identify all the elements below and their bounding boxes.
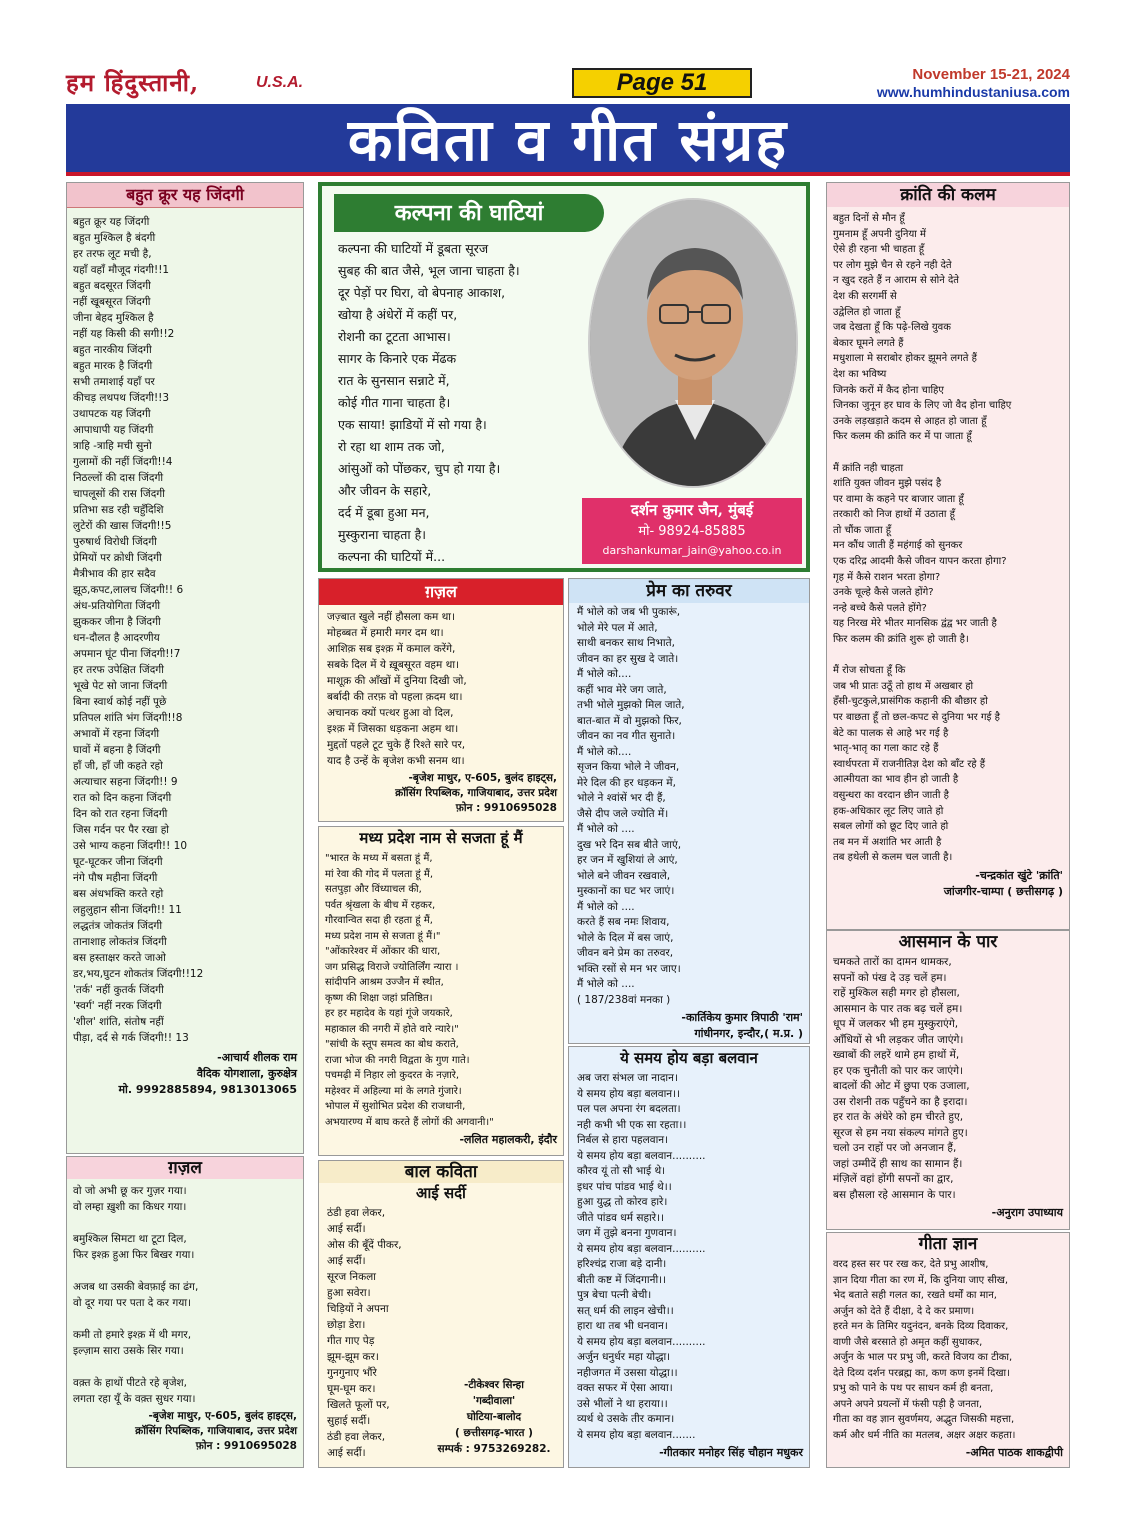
poem-author: -गीतकार मनोहर सिंह चौहान मधुकर: [659, 1446, 803, 1459]
poem-author: -टीकेश्वर सिन्हा 'गब्दीवाला' घोटिया-बालोद ( छत्तीसगढ़-भारत ) सम्पर्क : 9753269282.: [437, 1379, 551, 1455]
poem-author: -अनुराग उपाध्याय: [991, 1206, 1063, 1219]
poem-panel-gita: [826, 1232, 1070, 1468]
poem-title: ये समय होय बड़ा बलवान: [620, 1049, 758, 1067]
poem-body: ठंडी हवा लेकर, आई सर्दी। ओस की बूँदें पीकर, आई सर्दी। सूरज निकला हुआ सवेरा। चिड़ियों ने अपना छोड़ा डेरा। गीत गाए पेड़ झूम-झूम कर। गुनगुनाए भौंरे घूम-घूम कर। खिलते फूलों पर, सुहाई सर्दी। ठंडी हवा लेकर, आई सर्दी।: [327, 1207, 402, 1459]
author-phone: मो- 98924-85885: [638, 524, 746, 539]
poem-body: "भारत के मध्य में बसता हूं मैं, मां रेवा की गोद में पलता हूं मैं, सतपुड़ा और विंध्याचल की, पर्वत श्रृंखला के बीच में रहकर, गौरवान्वित सदा ही रहता हूं मैं, मध्य प्रदेश नाम से सजता हूं मैं।" "ओंकारेश्वर में ओंकार की धारा, जग प्रसिद्ध विराजे ज्योतिर्लिंग न्यारा । सांदीपनि आश्रम उज्जैन में स्थीत, कृष्ण की शिक्षा जहां प्रतिष्ठित। हर हर महादेव के यहां गूंजे जयकारे, महाकाल की नगरी में होते वारे न्यारे।" "सांची के स्तूप समत्व का बोध कराते, राजा भोज की नगरी विद्वता के गुण गाते। पचमढ़ी में निहार लो कुदरत के नज़ारे, महेश्वर में अहिल्या मां के लगते गुंजारे। भोपाल में सुशोभित प्रदेश की राजधानी, अभयारण्य में बाघ करते हैं लोगों की अगवानी।": [325, 853, 494, 1128]
poem-author: -ललित महालकरी, इंदौर: [459, 1133, 557, 1146]
masthead: [66, 66, 1070, 100]
author-photo: [588, 198, 798, 488]
poem-author: -चन्द्रकांत खुंटे 'क्रांति' जांजगीर-चाम्पा ( छत्तीसगढ़ ): [943, 868, 1063, 898]
poem-panel-zindagi: [66, 182, 304, 1154]
author-name: दर्शन कुमार जैन, मुंबई: [630, 501, 754, 519]
poem-body: वो जो अभी छू कर गुज़र गया। वो लम्हा ख़ुशी का किधर गया। बमुश्किल सिमटा था टूटा दिल, फिर इश्क़ हुआ फिर बिखर गया। अजब था उसकी बेवफ़ाई का ढंग, वो दूर गया पर पता दे कर गया। कमी तो हमारे इश्क़ में थी मगर, इल्ज़ाम सारा उसके सिर गया। वक़्त के हाथों पीटते रहे बृजेश, लगता रहा यूँ के वक़्त सुधर गया।: [73, 1185, 199, 1405]
banner-title: कविता व गीत संग्रह: [347, 106, 789, 174]
poem-panel-samay: [568, 1046, 810, 1468]
feature-kalpana: [318, 182, 810, 572]
poem-panel-mp: [318, 826, 564, 1156]
poem-panel-kranti: [826, 182, 1070, 930]
poem-panel-ghazal-2: [318, 578, 564, 822]
poem-title: ग़ज़ल: [319, 579, 563, 605]
poem-body: चमकते तारों का दामन थामकर, सपनों को पंख दे उड़ चलें हम। राहें मुश्किल सही मगर हो हौसला, आसमान के पार तक बढ़ चलें हम। धूप में जलकर भी हम मुस्कुराएंगे, आँधियों से भी लड़कर जीत जाएंगे। ख्वाबों की लहरें थामे हम हाथों में, हर एक चुनौती को पार कर जाएंगे। बादलों की ओट में छुपा एक उजाला, उस रोशनी तक पहुँचने का है इरादा। हर रात के अंधेरे को हम चीरते हुए, सूरज से हम नया संकल्प मांगते हुए। चलो उन राहों पर जो अनजान हैं, जहां उम्मीदें ही साथ का सामान हैं। मंज़िलें वहां होंगी सपनों का द्वार, बस हौसला रहे आसमान के पार।: [833, 956, 970, 1201]
poem-title: बहुत क्रूर यह जिंदगी: [67, 183, 303, 208]
issue-date: November 15-21, 2024: [912, 66, 1070, 83]
feature-title: कल्पना की घाटियां: [334, 194, 604, 232]
poem-title: मध्य प्रदेश नाम से सजता हूं मैं: [359, 829, 523, 847]
poem-body: मैं भोले को जब भी पुकारूं, भोले मेरे पल में आते, साथी बनकर साथ निभाते, जीवन का हर सुख दे जाते। मैं भोले को.... कहीं भाव मेरे जग जाते, तभी भोले मुझको मिल जाते, बात-बात में वो मुझको फिर, जीवन का नव गीत सुनाते। मैं भोले को.... सृजन किया भोले ने जीवन, मेरे दिल की हर धड़कन में, भोले ने श्वांसें भर दी हैं, जैसे दीप जले ज्योति में। मैं भोले को .... दुख भरे दिन सब बीते जाएं, हर जन में खुशियां ले आएं, भोले बने जीवन रखवाले, मुस्कानों का घट भर जाएं। मैं भोले को .... करते हैं सब नमः शिवाय, भोले के दिल में बस जाएं, जीवन बने प्रेम का तरुवर, भक्ति रसों से मन भर जाए। मैं भोले को .... ( 187/238वां मनका ): [577, 606, 685, 1006]
poem-author: -कार्तिकेय कुमार त्रिपाठी 'राम' गांधीनगर, इन्दौर,( म.प्र. ): [681, 1011, 803, 1040]
poem-body: बहुत दिनों से मौन हूँ गुमनाम हूँ अपनी दुनिया में ऐसे ही रहना भी चाहता हूँ पर लोग मुझे चैन से रहने नही देते न खुद रहते हैं न आराम से सोने देते देश की सरगर्मी से उद्वेलित हो जाता हूँ जब देखता हूँ कि पढ़े-लिखे युवक बेकार घूमने लगते हैं मधुशाला मे सराबोर होकर झूमने लगते हैं देश का भविष्य जिनके करों में कैद होना चाहिए जिनका जुनून हर घाव के लिए जो वैद होना चाहिए उनके लड़खड़ाते कदम से आहत हो जाता हूँ फिर कलम की क्रांति कर में पा जाता हूँ मैं क्रांति नही चाहता शांति युक्त जीवन मुझे पसंद है पर वामा के कहने पर बाजार जाता हूँ तरकारी को निज हाथों में उठाता हूँ तो चौंक जाता हूँ मन कौंध जाती हैं महंगाई को सुनकर एक दरिद्र आदमी कैसे जीवन यापन करता होगा? गृह में कैसे राशन भरता होगा? उनके चूल्हे कैसे जलते होंगे? नन्हे बच्चे कैसे पलते होंगे? यह निरख मेरे भीतर मानसिक द्वंद्व भर जाती है फिर कलम की क्रांति शुरू हो जाती है। मैं रोज सोचता हूँ कि जब भी प्रातः उठूँ तो हाथ में अखबार हो हँसी-चुटकुले,प्रासंगिक कहानी की बौछार हो पर बाछता हूँ तो छल-कपट से दुनिया भर गई है बेटे का पालक से आहे भर गई है भातृ-भातृ का गला काट रहे हैं स्वार्थपरता में राजनीतिज्ञ देश को बाँट रहे हैं आत्मीयता का भाव हीन हो जाती है वसुन्धरा का वरदान छीन जाती है हक-अधिकार लूट लिए जाते हो सबल लोगों को छूट दिए जाते हो तब मन में अशांति भर आती है तब हथेली से कलम चल जाती है।: [833, 213, 1012, 864]
poem-body: बहुत क्रूर यह जिंदगी बहुत मुश्किल है बंदगी हर तरफ लूट मची है, यहाँ वहाँ मौजूद गंदगी!!1 बहुत बदसूरत जिंदगी नहीं खूबसूरत जिंदगी जीना बेहद मुश्किल है नहीं यह किसी की सगी!!2 बहुत नारकीय जिंदगी बहुत मारक है जिंदगी सभी तमाशाई यहाँ पर कीचड़ लथपथ जिंदगी!!3 उथापटक यह जिंदगी आपाधापी यह जिंदगी त्राहि -त्राहि मची सुनो गुलामों की नहीं जिंदगी!!4 निठल्लों की दास जिंदगी चापलूसों की रास जिंदगी प्रतिभा सड रही चहुँदिशि लुटेरों की खास जिंदगी!!5 पुरुषार्थ विरोधी जिंदगी प्रेमियों पर क्रोधी जिंदगी मैत्रीभाव की हार सदैव झूठ,कपट,लालच जिंदगी!! 6 अंध-प्रतियोगिता जिंदगी झुककर जीना है जिंदगी धन-दौलत है आदरणीय अपमान घूंट पीना जिंदगी!!7 हर तरफ उपेक्षित जिंदगी भूखे पेट सो जाना जिंदगी बिना स्वार्थ कोई नहीं पूछे प्रतिपल शांति भंग जिंदगी!!8 अभावों में रहना जिंदगी घावों में बहना है जिंदगी हाँ जी, हाँ जी कहते रहो अत्याचार सहना जिंदगी!! 9 रात को दिन कहना जिंदगी दिन को रात रहना जिंदगी जिस गर्दन पर पैर रखा हो उसे भाग्य कहना जिंदगी!! 10 घूट-घूटकर जीना जिंदगी नंगे पौष महीना जिंदगी बस अंधभक्ति करते रहो लहुलुहान सीना जिंदगी!! 11 लद्धतंत्र जोकतंत्र जिंदगी तानाशाह लोकतंत्र जिंदगी बस हस्ताक्षर करते जाओ डर,भय,घुटन शोकतंत्र जिंदगी!!12 'तर्क' नहीं कुतर्क जिंदगी 'स्वर्ग' नहीं नरक जिंदगी 'शील' शांति, संतोष नहीं पीड़ा, दर्द से गर्क जिंदगी!! 13: [73, 216, 204, 1044]
poem-title: ग़ज़ल: [67, 1157, 303, 1179]
poem-title: क्रांति की कलम: [827, 183, 1069, 207]
poem-subtitle: आई सर्दी: [416, 1184, 466, 1202]
brand-usa: U.S.A.: [256, 74, 304, 91]
author-email[interactable]: darshankumar_jain@yahoo.co.in: [602, 544, 782, 557]
poem-title: बाल कविता: [319, 1161, 563, 1183]
website-link[interactable]: www.humhindustaniusa.com: [876, 84, 1070, 100]
poem-body: वरद हस्त सर पर रख कर, देते प्रभु आशीष, ज्ञान दिया गीता का रण में, कि दुनिया जाए सीख, भेद बताते सही गलत का, रखते धर्मों का मान, अर्जुन को देते हैं दीक्षा, दे दे कर प्रमाण। हरते मन के तिमिर यदुनंदन, बनके दिव्य दिवाकर, वाणी जैसे बरसाते हो अमृत कहीं सुधाकर, अर्जुन के भाल पर प्रभु जी, करते विजय का टीका, देते दिव्य दर्शन परब्रह्म का, कण कण इनमें दिखा। प्रभु को पाने के पथ पर साधन कर्म ही बनता, अपने अपने प्रयत्नों में फंसी पड़ी है जनता, गीता का वह ज्ञान सुवर्णमय, अद्भुत जिसकी महत्ता, कर्म और धर्म नीति का मतलब, अक्षर अक्षर कहता।: [833, 1259, 1016, 1441]
poem-body: जज़्बात खुले नहीं हौसला कम था। मोहब्बत में हमारी मगर दम था। आशिक़ सब इश्क़ में कमाल करेंगे, सबके दिल में ये ख़ूबसूरत वहम था। माशूक़ की आँखों में दुनिया दिखी जो, बर्बादी की तरफ़ वो पहला क़दम था। अचानक क्यों पत्थर हुआ वो दिल, इश्क़ में जिसका धड़कना अहम था। मुद्दतों पहले टूट चुके हैं रिश्ते सारे पर, याद है उन्हें के बृजेश कभी सनम था।: [327, 611, 467, 767]
poem-body: अब जरा संभल जा नादान। ये समय होय बड़ा बलवान।। पल पल अपना रंग बदलता। नही कभी भी एक सा रहता।। निर्बल से हारा पहलवान। ये समय होय बड़ा बलवान.......... कौरव यूं तो सौ भाई थे। इधर पांच पांडव भाई थे।। हुआ युद्ध तो कोरव हारे। जीते पांडव धर्म सहारे।। जग में तुझे बनना गुणवान। ये समय होय बड़ा बलवान.......... हरिश्चंद्र राजा बड़े दानी। बीती कष्ट में जिंदगानी।। पुत्र बेचा पत्नी बेची। सत् धर्म की लाइन खेची।। हारा था तब भी धनवान। ये समय होय बड़ा बलवान.......... अर्जुन धनुर्धर महा योद्धा। नहीजगत में उससा योद्धा।। वक्त सफर में ऐसा आया। उसे भीलों ने था हराया।। व्यर्थ थे उसके तीर कमान। ये समय होय बड़ा बलवान.......: [577, 1072, 706, 1441]
page-number: Page 51: [572, 68, 752, 98]
poem-author: -अमित पाठक शाकद्वीपी: [965, 1446, 1063, 1459]
poem-panel-aasman: [826, 930, 1070, 1230]
poem-panel-baal-kavita: [318, 1160, 564, 1468]
poem-author: -आचार्य शीलक राम वैदिक योगशाला, कुरुक्षेत्र मो. 9992885894, 9813013065: [118, 1051, 297, 1096]
poem-author: -बृजेश माथुर, ए-605, बुलंद हाइट्स, क्रॉसिंग रिपब्लिक, गाजियाबाद, उत्तर प्रदेश फ़ोन : 9910695028: [135, 1410, 297, 1452]
poem-author: -बृजेश माथुर, ए-605, बुलंद हाइट्स, क्रॉसिंग रिपब्लिक, गाजियाबाद, उत्तर प्रदेश फ़ोन : 9910695028: [395, 772, 557, 814]
author-card: [582, 498, 802, 564]
portrait-illustration: [590, 200, 798, 488]
section-banner: [66, 104, 1070, 176]
poem-title: आसमान के पार: [898, 932, 998, 952]
poem-title: प्रेम का तरुवर: [569, 579, 809, 603]
poem-panel-ghazal-1: [66, 1156, 304, 1468]
feature-poem: कल्पना की घाटियों में डूबता सूरज सुबह की बात जैसे, भूल जाना चाहता है। दूर पेड़ों पर घिरा, वो बेपनाह आकाश, खोया है अंधेरों में कहीं पर, रोशनी का टूटता आभास। सागर के किनारे एक मेंढक रात के सुनसान सन्नाटे में, कोई गीत गाना चाहता है। एक साया! झाडियों में सो गया है। रो रहा था शाम तक जो, आंसुओं को पोंछकर, चुप हो गया है। और जीवन के सहारे, दर्द में डूबा हुआ मन, मुस्कुराना चाहता है। कल्पना की घाटियों में...: [338, 241, 520, 564]
brand-name: हम हिंदुस्तानी,: [66, 68, 200, 97]
poem-panel-prem: [568, 578, 810, 1044]
poem-title: गीता ज्ञान: [918, 1234, 978, 1254]
